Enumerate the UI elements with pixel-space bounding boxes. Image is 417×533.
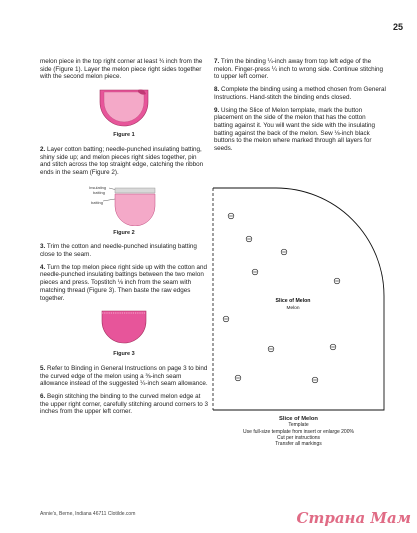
step-text: Layer cotton batting; needle-punched insulating batting, shiny side up; and melon pieces right sides together, pin and stitch across the top straight edge, catching the ribbon ends in the seam (Figure 2). (40, 145, 204, 176)
seed-mark (246, 236, 252, 242)
seed-mark (312, 377, 318, 383)
figure-1 (94, 86, 154, 128)
page-footer: Annie's, Berne, Indiana 46711 Clotilde.com (40, 511, 136, 517)
step-number: 4. (40, 263, 46, 271)
template-caption-line: Use full-size template from insert or enlarge 200% (243, 428, 354, 435)
figure-3-illustration (94, 307, 154, 347)
left-column (40, 58, 208, 421)
step-number: 8. (214, 86, 220, 94)
step-text: Trim the cotton and needle-punched insulating batting close to the seam. (40, 243, 197, 259)
step-5 (40, 365, 208, 388)
seed-mark (281, 249, 287, 255)
step-8 (214, 86, 386, 101)
figure-1-illustration (94, 86, 154, 128)
page-number: 25 (392, 22, 403, 32)
step-number: 2. (40, 145, 46, 153)
template-caption-line: Transfer all markings (275, 441, 322, 448)
step-text: Begin stitching the binding to the curved melon edge at the upper right corner, carefully stitching around corners to 3 inches from the upper left corner. (40, 393, 209, 416)
figure-2 (89, 182, 159, 226)
seed-mark (252, 269, 258, 275)
seed-mark (228, 213, 234, 219)
seed-mark (330, 344, 336, 350)
step-number: 5. (40, 364, 46, 372)
step-text: Refer to Binding in General Instructions on page 3 to bind the curved edge of the melon using a ⅜-inch seam allowance instead of the suggested ¼-inch seam allowance. (40, 364, 208, 388)
step-2 (40, 146, 208, 177)
melon-template (211, 184, 386, 412)
paragraph-continued: melon piece in the top right corner at least ¾ inch from the side (Figure 1). Layer the melon piece right sides together with the second melon piece. (40, 58, 203, 81)
step-7 (214, 58, 386, 81)
label-batting-2: batting (91, 199, 104, 205)
step-number: 6. (40, 393, 46, 401)
template-caption (211, 416, 386, 447)
step-number: 7. (214, 58, 220, 65)
step-number: 3. (40, 243, 46, 251)
figure-3 (94, 307, 154, 347)
step-text: Turn the top melon piece right side up with the cotton and needle-punched insulating battings between the two melon pieces and press. Topstitch ⅛ inch from the seam with matching thread (Figure 3). Then baste the raw edges together. (40, 263, 207, 302)
figure-3-caption: Figure 3 (113, 351, 135, 358)
template-inner-subtitle: Melon (286, 306, 300, 311)
step-9 (214, 107, 386, 153)
right-column (214, 58, 386, 158)
seed-mark (268, 346, 274, 352)
figure-2-caption: Figure 2 (113, 229, 135, 236)
label-batting: batting (93, 189, 106, 195)
step-text: Using the Slice of Melon template, mark the button placement on the side of the melon that has the cotton batting against it. You will want the side with the insulating batting against the back of the melon. Sew ⅛-inch black buttons to the melon where marked through all layers for seeds. (214, 106, 376, 153)
template-caption-title: Slice of Melon (279, 416, 318, 422)
template-caption-line: Template (288, 422, 309, 429)
seed-mark (235, 375, 241, 381)
step-text: Complete the binding using a method chosen from General Instructions. Hand-stitch the binding ends closed. (214, 86, 386, 101)
template-inner-title: Slice of Melon (275, 298, 311, 304)
step-6 (40, 393, 208, 416)
seed-mark (334, 278, 340, 284)
watermark-logo: Страна Мам (296, 509, 411, 527)
template-caption-line: Cut per instructions (276, 434, 321, 441)
step-text: Trim the binding ¼-inch away from top left edge of the melon. Finger-press ¼ inch to wrong side. Continue stitching to upper left corner. (214, 58, 384, 81)
step-3 (40, 243, 208, 258)
seed-mark (223, 316, 229, 322)
step-number: 9. (214, 106, 220, 114)
figure-2-illustration (89, 182, 159, 226)
step-4 (40, 264, 208, 303)
label-insulating: Insulating (89, 184, 107, 190)
figure-1-caption: Figure 1 (113, 132, 135, 139)
